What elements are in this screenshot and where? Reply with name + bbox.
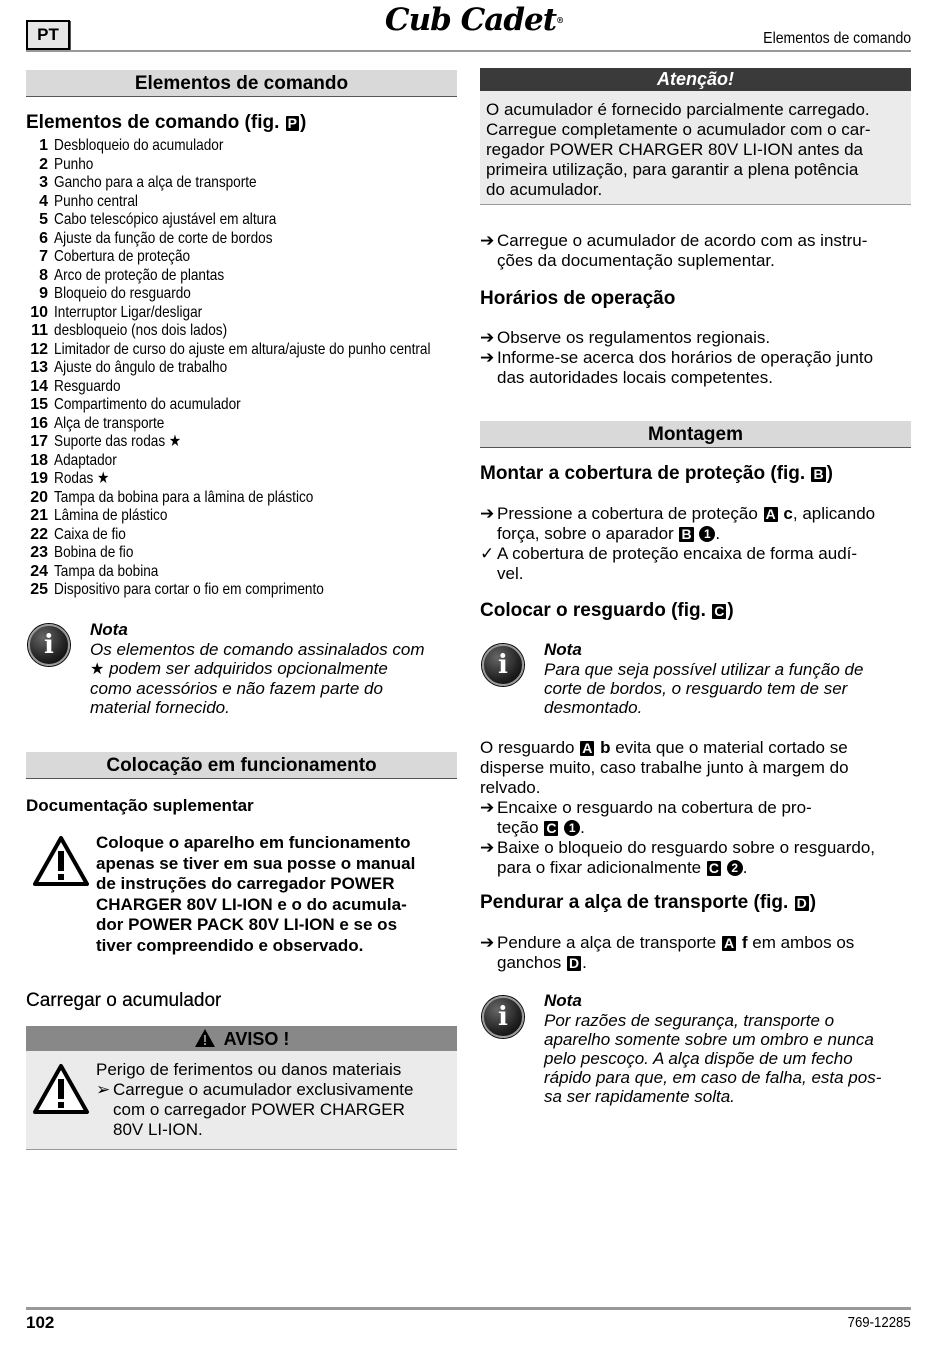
item-label: Alça de transporte — [54, 414, 165, 432]
figure-ref: B — [813, 466, 824, 482]
attention-banner: Atenção! — [480, 68, 911, 91]
item-label: Ajuste do ângulo de trabalho — [54, 359, 228, 376]
text-line: desmontado. — [544, 698, 643, 717]
controls-list — [26, 137, 457, 600]
list-item — [26, 322, 457, 341]
item-label: Desbloqueio do acumulador — [54, 137, 224, 154]
item-label: Cobertura de proteção — [54, 248, 191, 265]
item-number: 5 — [39, 211, 48, 228]
brand-name: Cub Cadet — [384, 2, 557, 38]
text-line: Por razões de segurança, transporte o — [544, 1011, 835, 1030]
item-label: Arco de proteção de plantas — [54, 266, 225, 284]
arrow-icon: ➔ — [480, 933, 495, 952]
cover-steps: ➔ Pressione a cobertura de proteção A c, aplicando força, sobre o aparador B 1 . ✓ A cobertura de proteção encaixa de forma audí- vel. — [480, 504, 876, 583]
list-item — [26, 230, 457, 249]
info-icon: i — [28, 624, 70, 666]
text-line: corte de bordos, o resguardo tem de ser — [544, 679, 848, 698]
figure-ref: P — [287, 115, 297, 131]
list-item — [26, 285, 457, 304]
list-item — [26, 415, 457, 434]
note-body — [544, 1011, 911, 1106]
strap-heading: Pendurar a alça de transporte (fig. D ) — [480, 892, 817, 913]
text-line: primeira utilização, para garantir a plena potência — [486, 160, 859, 179]
arrow-icon: ➔ — [480, 504, 495, 523]
item-number: 6 — [39, 229, 48, 247]
aviso-title: AVISO ! — [223, 1029, 290, 1049]
item-label: Lâmina de plástico — [54, 507, 168, 524]
list-item — [26, 211, 457, 230]
list-item — [26, 248, 457, 267]
aviso-banner — [26, 1026, 457, 1051]
item-label: Compartimento do acumulador — [54, 396, 241, 413]
list-item — [26, 193, 457, 212]
item-number: 22 — [30, 525, 48, 543]
item-number: 13 — [30, 359, 48, 376]
warning-text — [96, 833, 456, 956]
item-label: Limitador de curso do ajuste em altura/ajuste do punho central — [54, 340, 431, 358]
text-line: CHARGER 80V LI-ION e o do acumula- — [96, 894, 407, 914]
text-line: do acumulador. — [486, 180, 603, 199]
figure-ref: D — [569, 955, 580, 971]
text-line: apenas se tiver em sua posse o manual — [96, 853, 416, 873]
step-number: 1 — [699, 526, 715, 542]
charge-steps: ➔ Carregue o acumulador de acordo com as instru- ções da documentação suplementar. — [480, 231, 868, 270]
item-number: 4 — [39, 192, 48, 210]
list-item — [26, 544, 457, 563]
item-label: Suporte das rodas ★ — [54, 433, 182, 450]
item-label: desbloqueio (nos dois lados) — [54, 322, 228, 339]
item-number: 15 — [30, 396, 48, 413]
document-code: 769-12285 — [847, 1314, 911, 1331]
item-number: 12 — [30, 340, 48, 358]
item-number: 14 — [30, 377, 48, 395]
item-number: 18 — [30, 451, 48, 469]
item-number: 9 — [39, 285, 48, 302]
controls-heading: Elementos de comando (fig. P ) — [26, 112, 307, 133]
list-item — [26, 563, 457, 582]
item-label: Ajuste da função de corte de bordos — [54, 229, 273, 247]
item-number: 16 — [30, 414, 48, 432]
aviso-text: Perigo de ferimentos ou danos materiais ➢ Carregue o acumulador exclusivamente com o carregador POWER CHARGER 80V LI-ION. — [96, 1060, 414, 1139]
star-icon: ★ — [90, 661, 105, 678]
item-number: 17 — [30, 433, 48, 450]
list-item — [26, 396, 457, 415]
list-item — [26, 378, 457, 397]
figure-ref: D — [796, 895, 807, 911]
hours-steps: ➔ Observe os regulamentos regionais. ➔ Informe-se acerca dos horários de operação junto das autoridades locais competentes. — [480, 328, 874, 387]
header-rule — [26, 50, 911, 52]
item-number: 1 — [39, 137, 48, 154]
warning-icon — [194, 1028, 216, 1048]
text-line: de instruções do carregador POWER — [96, 874, 395, 893]
arrow-icon: ➔ — [480, 798, 495, 817]
step-number: 2 — [727, 860, 743, 876]
arrow-icon: ➔ — [480, 348, 495, 367]
text-line: regador POWER CHARGER 80V LI-ION antes da — [486, 140, 863, 159]
section-title-controls: Elementos de comando — [26, 70, 457, 97]
list-item — [26, 267, 457, 286]
bullet-icon: ➢ — [96, 1080, 111, 1099]
attention-text — [486, 100, 911, 200]
list-item — [26, 137, 457, 156]
item-number: 11 — [31, 322, 48, 339]
figure-ref: B — [681, 526, 692, 542]
figure-ref: C — [714, 603, 725, 619]
charge-heading: Carregar o acumulador — [26, 990, 222, 1011]
section-title-startup: Colocação em funcionamento — [26, 752, 457, 779]
item-label: Bloqueio do resguardo — [54, 285, 191, 302]
item-number: 19 — [30, 470, 48, 487]
figure-ref: C — [546, 820, 557, 836]
item-label: Tampa da bobina para a lâmina de plástico — [54, 488, 314, 506]
aviso-body — [26, 1051, 457, 1150]
list-item — [26, 359, 457, 378]
item-number: 21 — [30, 507, 48, 524]
arrow-icon: ➔ — [480, 231, 495, 250]
list-item — [26, 341, 457, 360]
list-item — [26, 507, 457, 526]
item-number: 3 — [39, 174, 48, 191]
section-title-assembly: Montagem — [480, 421, 911, 448]
list-item — [26, 581, 457, 600]
text-line: Carregue completamente o acumulador com o car- — [486, 120, 871, 139]
item-label: Cabo telescópico ajustável em altura — [54, 211, 277, 228]
strap-steps: ➔ Pendure a alça de transporte A f em ambos os ganchos D . — [480, 933, 855, 972]
text-line: sa ser rapidamente solta. — [544, 1087, 735, 1106]
text-line: pelo pescoço. A alça dispõe de um fecho — [544, 1049, 853, 1068]
item-number: 7 — [39, 248, 48, 265]
text-line: aparelho somente sobre um ombro e nunca — [544, 1030, 874, 1049]
figure-ref: A — [582, 740, 593, 756]
text-line: Coloque o aparelho em funcionamento — [96, 833, 411, 852]
info-icon: i — [482, 996, 524, 1038]
figure-ref: A — [765, 506, 776, 522]
list-item — [26, 452, 457, 471]
star-icon: ★ — [97, 470, 110, 487]
arrow-icon: ➔ — [480, 328, 495, 347]
cover-heading: Montar a cobertura de proteção (fig. B ) — [480, 463, 833, 484]
item-number: 8 — [39, 266, 48, 284]
text-line: Para que seja possível utilizar a função de — [544, 660, 864, 679]
note-title: Nota — [544, 640, 582, 659]
list-item — [26, 304, 457, 323]
list-item — [26, 470, 457, 489]
figure-ref: C — [708, 860, 719, 876]
step-number: 1 — [564, 820, 580, 836]
note-title: Nota — [544, 991, 582, 1010]
list-item — [26, 489, 457, 508]
brand-logo: Cub Cadet® — [384, 2, 564, 38]
item-label: Adaptador — [54, 451, 117, 469]
item-number: 24 — [30, 562, 48, 580]
item-label: Bobina de fio — [54, 544, 134, 561]
item-label: Gancho para a alça de transporte — [54, 174, 257, 191]
item-label: Punho central — [54, 192, 138, 210]
note-body: Os elementos de comando assinalados com ★ podem ser adquiridos opcionalmente como acessórios e não fazem parte do material fornecido. — [90, 640, 425, 717]
guard-heading: Colocar o resguardo (fig. C ) — [480, 600, 734, 621]
note-title: Nota — [90, 620, 128, 639]
warning-icon — [32, 1063, 90, 1115]
text-line: dor POWER PACK 80V LI-ION e se os — [96, 915, 398, 934]
item-number: 2 — [39, 155, 48, 173]
item-label: Caixa de fio — [54, 525, 126, 543]
check-icon: ✓ — [480, 544, 495, 563]
note-body — [544, 660, 911, 717]
item-label: Punho — [54, 155, 94, 173]
list-item — [26, 433, 457, 452]
item-label: Interruptor Ligar/desligar — [54, 303, 203, 321]
item-number: 20 — [30, 488, 48, 506]
item-label: Rodas ★ — [54, 470, 110, 487]
item-number: 23 — [30, 544, 48, 561]
hours-heading: Horários de operação — [480, 288, 676, 309]
item-number: 10 — [30, 303, 48, 321]
attention-body — [480, 91, 911, 205]
arrow-icon: ➔ — [480, 838, 495, 857]
list-item — [26, 174, 457, 193]
footer-rule — [26, 1307, 911, 1310]
warning-icon — [32, 835, 90, 887]
info-icon: i — [482, 644, 524, 686]
text-line: O acumulador é fornecido parcialmente carregado. — [486, 100, 870, 119]
text-line: tiver compreendido e observado. — [96, 935, 364, 955]
list-item — [26, 156, 457, 175]
guard-text: O resguardo A b evita que o material cortado se disperse muito, caso trabalhe junto à margem do relvado. ➔ Encaixe o resguardo na cobertura de pro- teção C 1 . ➔ Baixe o bloqueio do resguardo sobre o resguardo, para o fixar adicionalmente C 2 . — [480, 738, 876, 877]
item-number: 25 — [30, 581, 48, 598]
item-label: Dispositivo para cortar o fio em comprimento — [54, 581, 324, 598]
text-line: rápido para que, em caso de falha, esta pos- — [544, 1068, 882, 1087]
running-header-title: Elementos de comando — [763, 30, 911, 47]
list-item — [26, 526, 457, 545]
language-badge: PT — [26, 20, 70, 50]
item-label: Tampa da bobina — [54, 562, 159, 580]
star-icon: ★ — [168, 433, 182, 450]
figure-ref: A — [723, 935, 735, 951]
page-number: 102 — [26, 1313, 55, 1332]
item-label: Resguardo — [54, 377, 121, 395]
doc-heading: Documentação suplementar — [26, 796, 254, 815]
